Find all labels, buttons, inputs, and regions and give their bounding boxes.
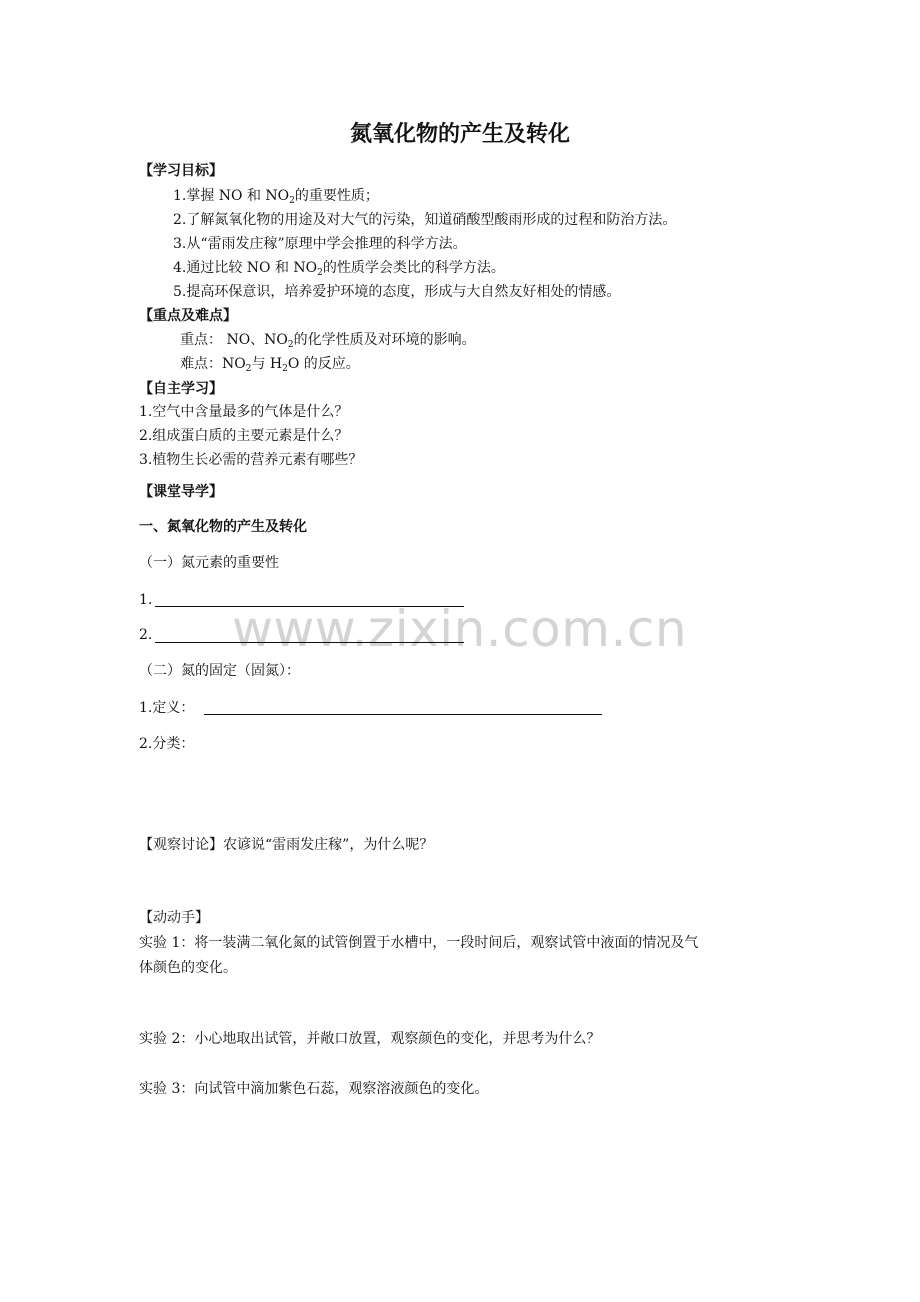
definition-line[interactable] (204, 714, 602, 715)
question-2: 2.组成蛋白质的主要元素是什么？ (139, 428, 349, 444)
goal-2: 2.了解氮氧化物的用途及对大气的污染，知道硝酸型酸雨形成的过程和防治方法。 (173, 212, 677, 228)
blank-2-line[interactable] (155, 642, 464, 643)
goal-5: 5.提高环保意识，培养爱护环境的态度，形成与大自然友好相处的情感。 (173, 284, 621, 300)
goal-4: 4.通过比较 NO 和 $NO_2$的性质学会类比的科学方法。 (173, 260, 505, 278)
part-2-title: （二）氮的固定（固氮）： (139, 663, 300, 679)
blank-1-label: 1. (139, 592, 153, 608)
observe-discuss: 【观察讨论】农谚说“雷雨发庄稼”，为什么呢？ (139, 837, 434, 853)
heading-class-guide: 【课堂导学】 (139, 484, 223, 500)
heading-key-points: 【重点及难点】 (139, 308, 237, 324)
difficult-point: 难点：$NO_2$与 $H_2O$ 的反应。 (180, 356, 360, 374)
watermark: www.zixin.com.cn (232, 600, 688, 658)
experiment-1-line-2: 体颜色的变化。 (139, 960, 237, 976)
heading-learning-goals: 【学习目标】 (139, 163, 223, 179)
experiment-1-line-1: 实验 1：将一装满二氧化氮的试管倒置于水槽中，一段时间后，观察试管中液面的情况及气 (139, 935, 699, 951)
goal-3: 3.从“雷雨发庄稼”原理中学会推理的科学方法。 (173, 236, 467, 252)
question-3: 3.植物生长必需的营养元素有哪些？ (139, 452, 363, 468)
key-point: 重点： NO、$NO_2$的化学性质及对环境的影响。 (180, 332, 476, 350)
hands-on-heading: 【动动手】 (139, 910, 209, 926)
heading-self-study: 【自主学习】 (139, 381, 223, 397)
classification-label: 2.分类： (139, 736, 195, 752)
subheading-nitrogen-oxides: 一、氮氧化物的产生及转化 (139, 519, 307, 535)
experiment-2: 实验 2：小心地取出试管，并敞口放置，观察颜色的变化，并思考为什么？ (139, 1031, 601, 1047)
definition-label: 1.定义： (139, 700, 195, 716)
part-1-title: （一）氮元素的重要性 (139, 555, 279, 571)
blank-2-label: 2. (139, 627, 153, 643)
blank-1-line[interactable] (155, 606, 464, 607)
page-title: 氮氧化物的产生及转化 (349, 122, 570, 147)
goal-1: 1.掌握 NO 和 $NO_2$的重要性质； (173, 188, 379, 206)
question-1: 1.空气中含量最多的气体是什么？ (139, 404, 349, 420)
experiment-3: 实验 3：向试管中滴加紫色石蕊，观察溶液颜色的变化。 (139, 1081, 489, 1097)
